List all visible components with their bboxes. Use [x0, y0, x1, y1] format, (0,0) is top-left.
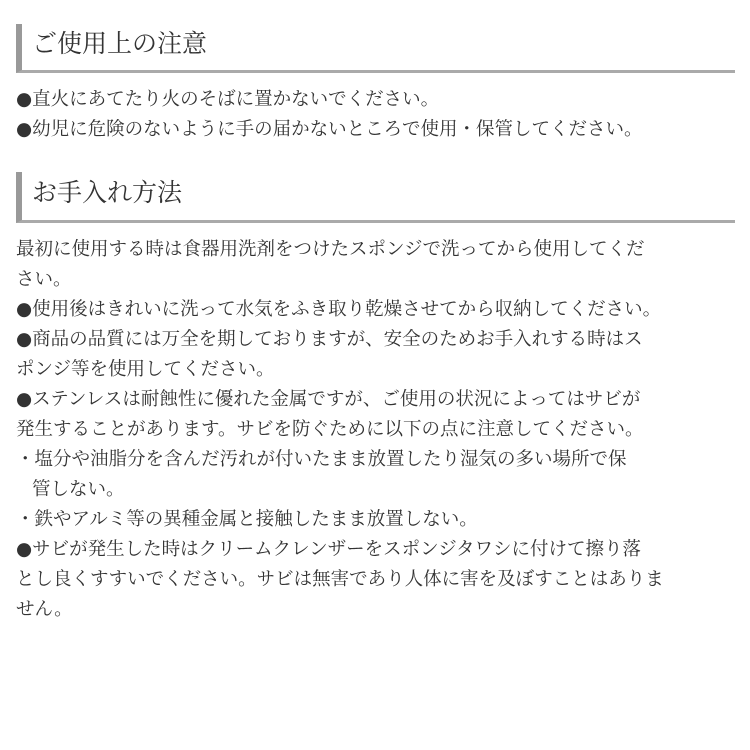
section-title: ご使用上の注意: [32, 29, 208, 58]
text-line: とし良くすすいでください。サビは無害であり人体に害を及ぼすことはありま: [16, 569, 664, 590]
text-line: ●商品の品質には万全を期しておりますが、安全のためお手入れする時はス: [16, 329, 643, 350]
text-line: ポンジ等を使用してください。: [16, 359, 275, 380]
care-instructions-text: [16, 235, 735, 625]
text-line: ●幼児に危険のないように手の届かないところで使用・保管してください。: [16, 119, 643, 140]
usage-precautions-text: [16, 85, 735, 145]
text-line: ・塩分や油脂分を含んだ汚れが付いたまま放置したり湿気の多い場所で保: [16, 449, 627, 470]
text-line: せん。: [16, 599, 73, 620]
text-line: ●サビが発生した時はクリームクレンザーをスポンジタワシに付けて擦り落: [16, 539, 641, 560]
text-line: さい。: [16, 269, 72, 290]
text-line: 管しない。: [32, 479, 125, 500]
section-header-usage-precautions: [16, 24, 735, 73]
section-header-care-instructions: [16, 172, 735, 223]
text-line: ●直火にあてたり火のそばに置かないでください。: [16, 89, 440, 110]
text-line: ●使用後はきれいに洗って水気をふき取り乾燥させてから収納してください。: [16, 299, 662, 320]
text-line: 発生することがあります。サビを防ぐために以下の点に注意してください。: [16, 419, 644, 440]
section-title: お手入れ方法: [32, 178, 183, 207]
text-line: ・鉄やアルミ等の異種金属と接触したまま放置しない。: [16, 509, 478, 530]
text-line: 最初に使用する時は食器用洗剤をつけたスポンジで洗ってから使用してくだ: [16, 239, 645, 260]
text-line: ●ステンレスは耐蝕性に優れた金属ですが、ご使用の状況によってはサビが: [16, 389, 641, 410]
